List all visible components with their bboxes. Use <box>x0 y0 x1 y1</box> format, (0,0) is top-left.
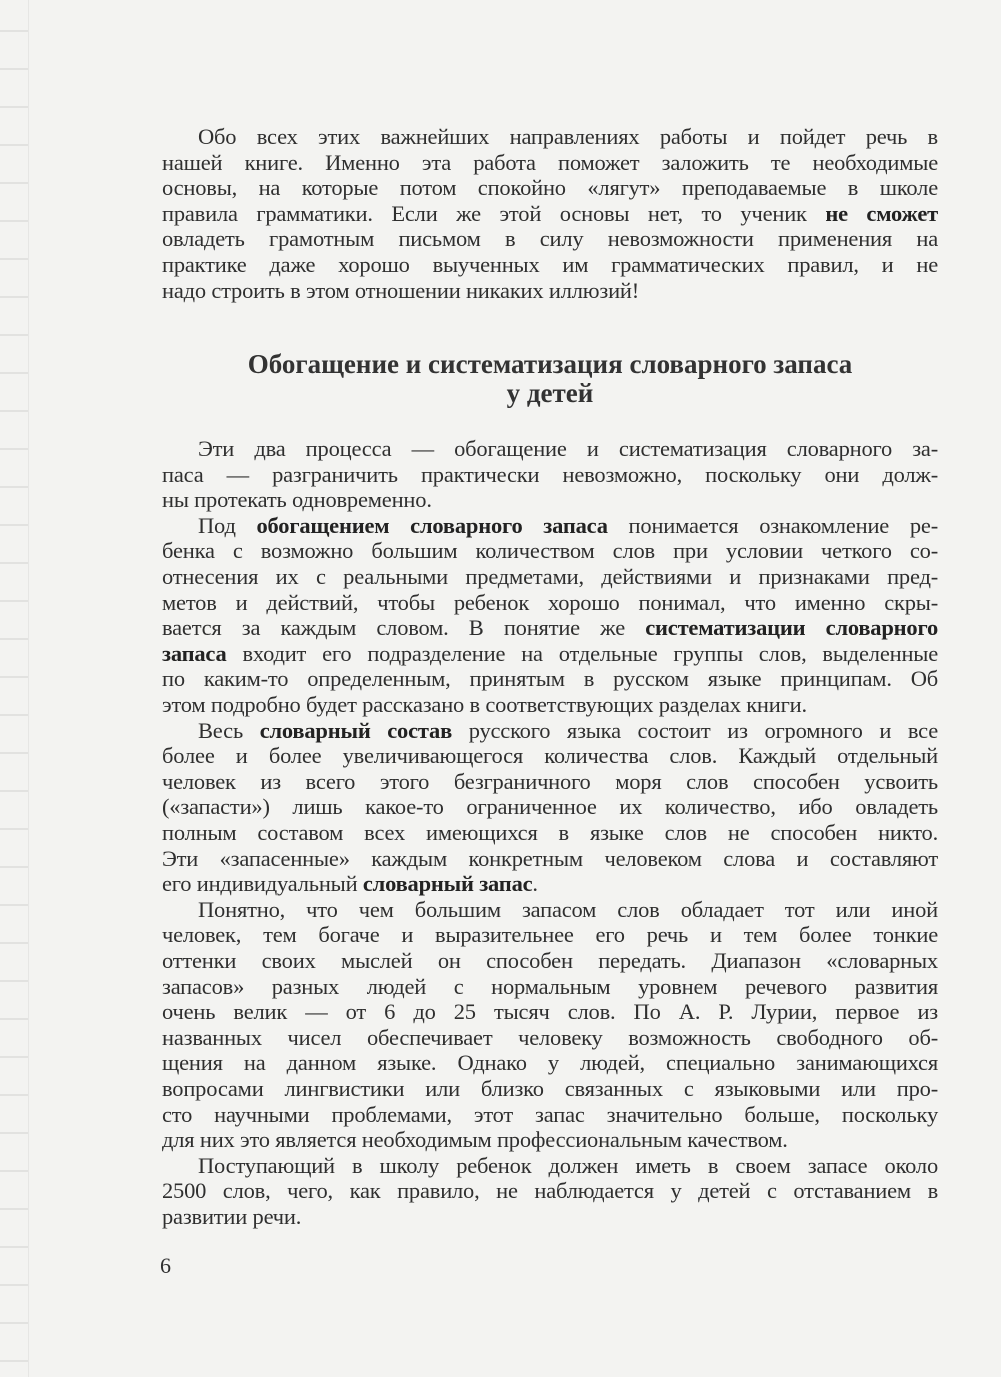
text-line: правила грамматики. Если же этой основы нет, то ученик не сможет <box>162 200 938 226</box>
text-line: Эти два процесса — обогащение и систематизация словарного за- <box>198 436 938 461</box>
text-line: запасов» разных людей с нормальным уровнем речевого развития <box>162 973 938 999</box>
text-line: Под обогащением словарного запаса понимается ознакомление ре- <box>198 512 938 538</box>
bold-term: не сможет <box>825 200 938 226</box>
text-line: очень велик — от 6 до 25 тысяч слов. По А. Р. Лурии, первое из <box>162 999 938 1025</box>
text-line: ны протекать одновременно. <box>162 487 432 513</box>
text-line: запаса входит его подразделение на отдельные группы слов, выделенные <box>162 640 938 666</box>
bold-term: запаса <box>162 640 227 666</box>
text-line: вопросами лингвистики или близко связанных с языковыми или про- <box>162 1076 938 1101</box>
spiral-binding-edge <box>0 0 29 1377</box>
text-line: человек из всего этого безграничного моря слов способен усвоить <box>162 768 938 794</box>
text-line: сто научными проблемами, этот запас значительно больше, поскольку <box>162 1101 938 1127</box>
text-line: Весь словарный состав русского языка состоит из огромного и все <box>198 717 938 743</box>
bold-term: обогащением словарного запаса <box>256 512 608 538</box>
text-line: практике даже хорошо выученных им грамматических правил, и не <box>162 252 938 277</box>
page-number: 6 <box>160 1253 171 1278</box>
text-line: названных чисел обеспечивает человеку возможность свободного об- <box>162 1024 938 1050</box>
text-line: надо строить в этом отношении никаких иллюзий! <box>162 277 640 303</box>
text-line: основы, на которые потом спокойно «лягут» преподаваемые в школе <box>162 175 938 201</box>
text-line: Обо всех этих важнейших направлениях работы и пойдет речь в <box>198 124 938 149</box>
bold-term: систематизации словарного <box>645 615 938 641</box>
text-line: овладеть грамотным письмом в силу невозможности применения на <box>162 226 938 252</box>
text-line: этом подробно будет рассказано в соответствующих разделах книги. <box>162 692 807 717</box>
bold-term: словарный запас <box>362 871 533 897</box>
section-heading-line-2: у детей <box>506 378 594 408</box>
text-line: развитии речи. <box>162 1204 302 1229</box>
text-line: полным составом всех имеющихся в языке слов не способен никто. <box>162 820 938 845</box>
text-line: его индивидуальный словарный запас. <box>162 871 538 897</box>
text-line: паса — разграничить практически невозможно, поскольку они долж- <box>162 461 938 487</box>
section-heading-line-1: Обогащение и систематизация словарного запаса <box>247 349 853 379</box>
text-line: оттенки своих мыслей он способен передать. Диапазон «словарных <box>162 948 938 973</box>
text-line: вается за каждым словом. В понятие же систематизации словарного <box>162 615 938 641</box>
text-line: для них это является необходимым профессиональным качеством. <box>162 1127 788 1153</box>
text-line: щения на данном языке. Однако у людей, специально занимающихся <box>162 1050 938 1076</box>
text-line: Поступающий в школу ребенок должен иметь в своем запасе около <box>198 1152 938 1178</box>
text-line: отнесения их с реальными предметами, действиями и признаками пред- <box>162 564 938 589</box>
text-line: Понятно, что чем большим запасом слов обладает тот или иной <box>198 896 938 922</box>
text-line: по каким-то определенным, принятым в русском языке принципам. Об <box>162 666 938 692</box>
text-line: Эти «запасенные» каждым конкретным человеком слова и составляют <box>162 845 938 871</box>
text-line: («запасти») лишь какое-то ограниченное их количество, ибо овладеть <box>162 794 938 820</box>
text-line: метов и действий, чтобы ребенок хорошо понимал, что именно скры- <box>162 589 938 615</box>
text-line: более и более увеличивающегося количества слов. Каждый отдельный <box>162 743 938 769</box>
bold-term: словарный состав <box>259 717 453 743</box>
text-line: бенка с возможно большим количеством слов при условии четкого со- <box>162 538 938 564</box>
text-line: человек, тем богаче и выразительнее его речь и тем более тонкие <box>162 922 938 948</box>
text-line: нашей книге. Именно эта работа поможет заложить те необходимые <box>162 149 938 175</box>
text-line: 2500 слов, чего, как правило, не наблюдается у детей с отставанием в <box>162 1178 938 1204</box>
